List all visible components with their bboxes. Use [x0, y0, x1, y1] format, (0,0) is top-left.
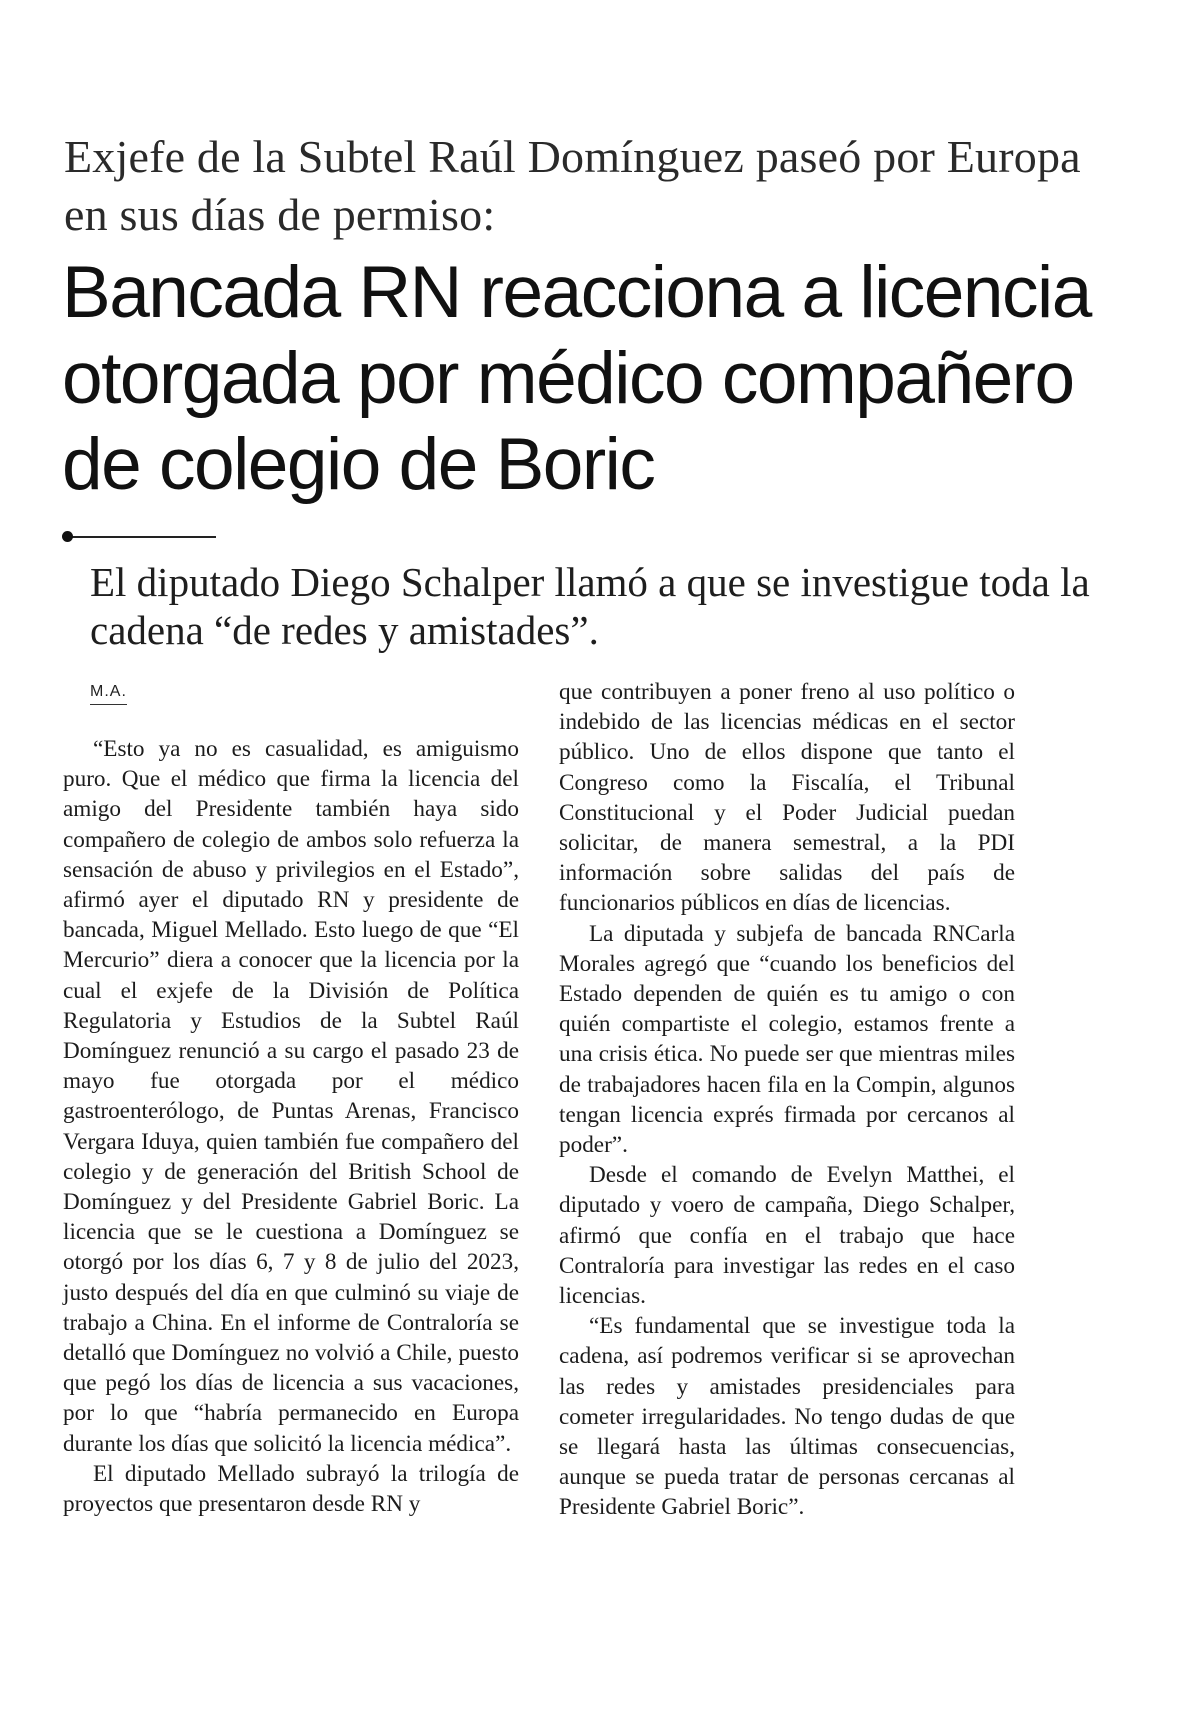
headline-rule-dot: [62, 531, 73, 542]
paragraph: El diputado Mellado subrayó la trilogía de proyectos que presentaron desde RN y: [63, 1460, 519, 1518]
headline-rule: [66, 536, 216, 538]
article-headline: Bancada RN reacciona a licencia otorgada por médico compañero de colegio de Boric: [62, 252, 1091, 505]
paragraph: “Es fundamental que se investigue toda la cadena, así podremos verificar si se aprovechan las redes y amistades presidenciales para cometer irregularidades. No tengo dudas de que se llegará hasta las últimas consecuencias, aunque se pueda tratar de personas cercanas al Presidente Gabriel Boric”.: [559, 1313, 1015, 1521]
article-column-left: [63, 734, 519, 1519]
article-byline: M.A.: [90, 683, 127, 705]
paragraph-continuation: que contribuyen a poner freno al uso político o indebido de las licencias médicas en el sector público. Uno de ellos dispone que tanto el Congreso como la Fiscalía, el Tribunal Constitucional y el Poder Judicial puedan solicitar, de manera semestral, a la PDI información sobre salidas del país de funcionarios públicos en días de licencias.: [559, 679, 1015, 917]
article-deck: El diputado Diego Schalper llamó a que se investigue toda la cadena “de redes y amistades”.: [90, 559, 1090, 653]
paragraph: “Esto ya no es casualidad, es amiguismo puro. Que el médico que firma la licencia del amigo del Presidente también haya sido compañero de colegio de ambos solo refuerza la sensación de abuso y privilegios en el Estado”, afirmó ayer el diputado RN y presidente de bancada, Miguel Mellado. Esto luego de que “El Mercurio” diera a conocer que la licencia por la cual el exjefe de la División de Política Regulatoria y Estudios de la Subtel Raúl Domínguez renunció a su cargo el pasado 23 de mayo fue otorgada por el médico gastroenterólogo, de Puntas Arenas, Francisco Vergara Iduya, quien también fue compañero del colegio y de generación del British School de Domínguez y del Presidente Gabriel Boric. La licencia que se le cuestiona a Domínguez se otorgó por los días 6, 7 y 8 de julio del 2023, justo después del día en que culminó su viaje de trabajo a China. En el informe de Contraloría se detalló que Domínguez no volvió a Chile, puesto que pegó los días de licencia a sus vacaciones, por lo que “habría permanecido en Europa durante los días que solicitó la licencia médica”.: [63, 736, 519, 1457]
paragraph: La diputada y subjefa de bancada RNCarla Morales agregó que “cuando los beneficios del Estado dependen de quién es tu amigo o con quién compartiste el colegio, estamos frente a una crisis ética. No puede ser que mientras miles de trabajadores hacen fila en la Compin, algunos tengan licencia exprés firmada por cercanos al poder”.: [559, 920, 1015, 1159]
paragraph: Desde el comando de Evelyn Matthei, el diputado y voero de campaña, Diego Schalper, afirmó que confía en el trabajo que hace Contraloría para investigar las redes en el caso licencias.: [559, 1162, 1015, 1310]
article-kicker: Exjefe de la Subtel Raúl Domínguez paseó por Europa en sus días de permiso:: [64, 131, 1081, 240]
article-column-right: [559, 677, 1015, 1523]
